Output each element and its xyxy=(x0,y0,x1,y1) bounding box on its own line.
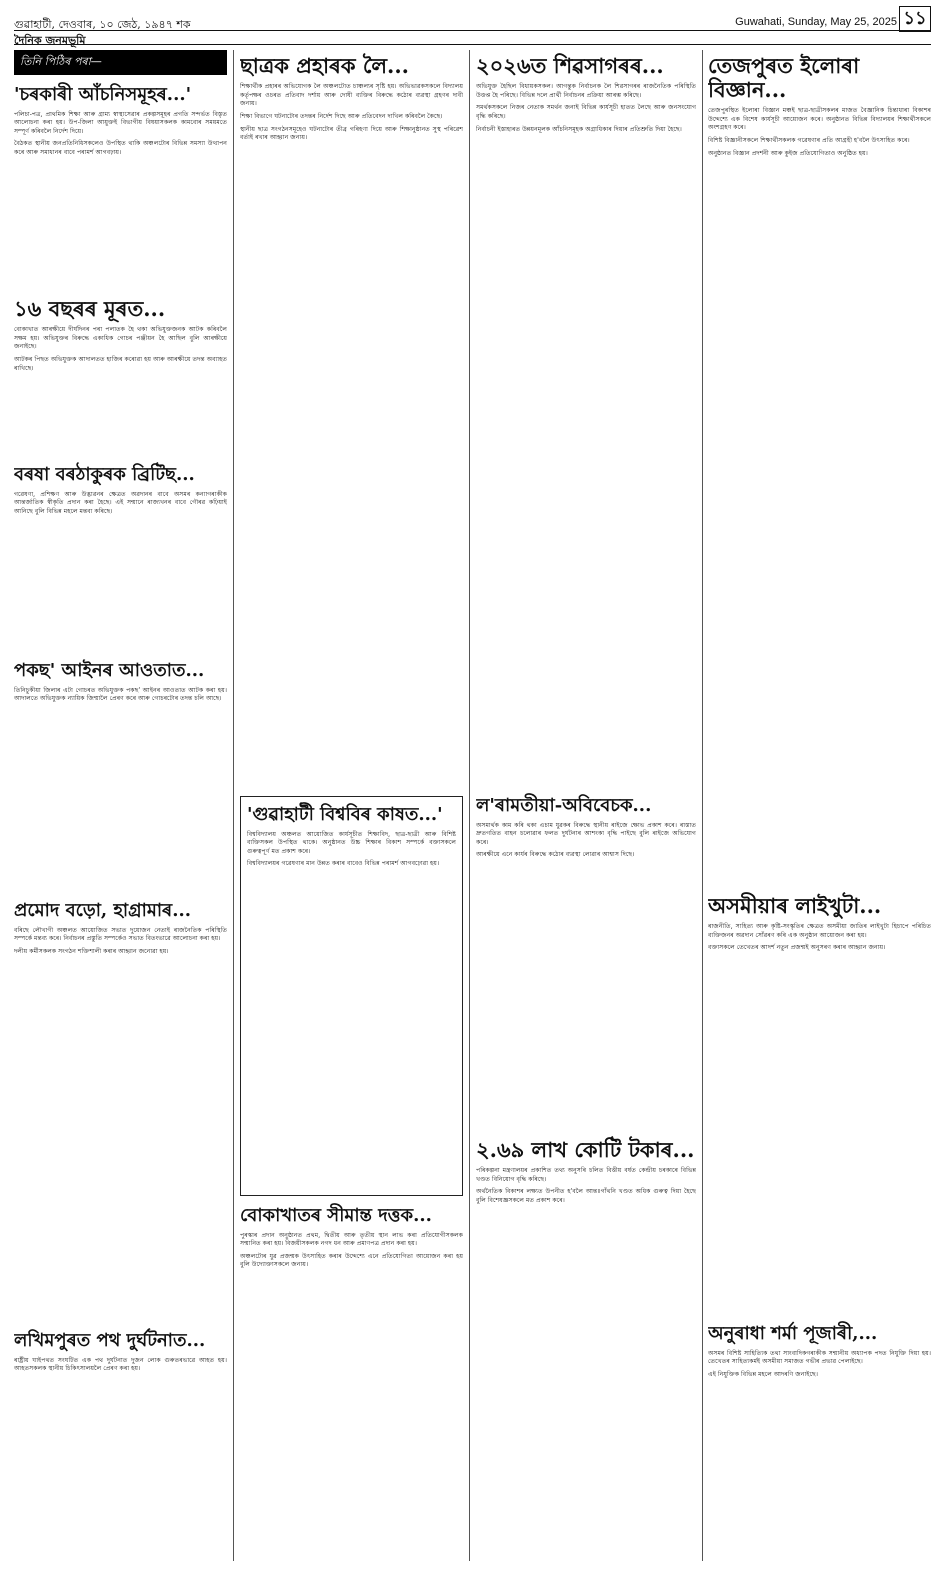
article-paragraph: স্থানীয় ছাত্ৰ সংগঠনসমূহেও ঘটনাটোৰ তীব্ৰ গৰিহণা দিয়ে আৰু শিক্ষানুষ্ঠানত সুস্থ পৰিৱেশ বৰ্তাই ৰখাৰ আহ্বান জনায়। xyxy=(240,125,463,142)
article-paragraph: অভিযুক্ত হৈছিল বিধায়কসকল। আগন্তুক নিৰ্বাচনক লৈ শিৱসাগৰৰ ৰাজনৈতিক পৰিস্থিতি উত্তপ্ত হৈ পৰিছে। বিভিন্ন দলে প্ৰাৰ্থী নিৰ্বাচনৰ প্ৰক্ৰিয়া আৰম্ভ কৰিছে। xyxy=(476,83,696,99)
article-paragraph: পুৰস্কাৰ প্ৰদান অনুষ্ঠানত প্ৰথম, দ্বিতীয় আৰু তৃতীয় স্থান লাভ কৰা প্ৰতিযোগীসকলক সন্মানিত কৰা হয়। বিজয়ীসকলক নগদ ধন আৰু প্ৰমাণপত্ৰ প্ৰদান কৰা হয়। xyxy=(240,1231,463,1248)
article-headline[interactable]: অনুৰাধা শৰ্মা পূজাৰী,... xyxy=(708,1323,878,1344)
column-divider xyxy=(702,50,703,1561)
article-paragraph: সমৰ্থকসকলে নিজৰ নেতাক সমৰ্থন জনাই বিভিন্ন কাৰ্যসূচী হাতত লৈছে আৰু জনসংযোগ বৃদ্ধি কৰিছে। xyxy=(476,104,696,120)
page-number: ১১ xyxy=(899,6,931,32)
article-paragraph: আটকৰ পিছত অভিযুক্তক আদালতত হাজিৰ কৰোৱা হয় আৰু আৰক্ষীয়ে তদন্ত অব্যাহত ৰাখিছে। xyxy=(14,355,227,372)
paper-name: দৈনিক জনমভূমি xyxy=(14,34,86,47)
article-paragraph: বক্তাসকলে তেখেতৰ আদৰ্শ নতুন প্ৰজন্মই অনুসৰণ কৰাৰ আহ্বান জনায়। xyxy=(708,944,886,952)
article-paragraph: নিৰ্বাচনী ইস্তাহাৰত উন্নয়নমূলক আঁচনিসমূহক অগ্ৰাধিকাৰ দিয়াৰ প্ৰতিশ্ৰুতি দিয়া হৈছে। xyxy=(476,125,682,133)
article xyxy=(240,1202,463,1274)
article-paragraph: দলীয় কৰ্মীসকলক সংগঠন শক্তিশালী কৰাৰ আহ্বান জনোৱা হয়। xyxy=(14,947,169,955)
section-tag: তিনি পিঠিৰ পৰা— xyxy=(14,50,227,75)
column-2 xyxy=(240,50,463,1561)
article xyxy=(708,1320,931,1383)
column-1 xyxy=(14,50,227,1561)
article-headline[interactable]: অসমীয়াৰ লাইখুটা... xyxy=(708,893,882,918)
article-paragraph: পলিচা-পত্ৰ, প্ৰাথমিক শিক্ষা আৰু গ্ৰাম্য স্বাস্থ্যসেৱাৰ প্ৰকল্পসমূহৰ প্ৰগতি সন্দৰ্ভত বিস্তৃত আলোচনা কৰা হয়। উপ-জিলা আয়ুক্তই বিভাগীয় বিষয়াসকলক কামবোৰ সময়মতে সম্পূৰ্ণ কৰিবলৈ নিৰ্দেশ দিয়ে। xyxy=(14,110,227,135)
article-paragraph: গৱেষণা, প্ৰশিক্ষণ আৰু উদ্ভাৱনৰ ক্ষেত্ৰত অৱদানৰ বাবে অসমৰ কন্যাগৰাকীক আন্তৰ্জাতিক স্বীকৃতি প্ৰদান কৰা হৈছে। এই সন্মানে ৰাজ্যখনৰ বাবে গৌৰৱ কঢ়িয়াই আনিছে বুলি বিভিন্ন মহলে মন্তব্য কৰিছে। xyxy=(14,490,227,515)
article xyxy=(708,890,931,1320)
article-paragraph: এই নিযুক্তিক বিভিন্ন মহলে আদৰণি জনাইছে। xyxy=(708,1370,818,1378)
article-headline[interactable]: পকছ' আইনৰ আওতাত... xyxy=(14,660,205,681)
article-paragraph: তেজপুৰস্থিত ইলোৰা বিজ্ঞান মঞ্চই ছাত্ৰ-ছাত্ৰীসকলৰ মাজত বৈজ্ঞানিক চিন্তাধাৰা বিকাশৰ উদ্দেশ্যে এক বিশেষ কাৰ্যসূচী আয়োজন কৰে। অনুষ্ঠানত বিভিন্ন বিদ্যালয়ৰ শিক্ষাৰ্থীসকলে অংশগ্ৰহণ কৰে। xyxy=(708,107,931,132)
header-rule xyxy=(14,44,931,45)
right-dateline: Guwahati, Sunday, May 25, 2025 xyxy=(735,16,897,28)
article-paragraph: বোকাখাত আৰক্ষীয়ে দীৰ্ঘদিনৰ পৰা পলাতক হৈ থকা অভিযুক্তজনক আটক কৰিবলৈ সক্ষম হয়। অভিযুক্তৰ বিৰুদ্ধে একাধিক গোচৰ পঞ্জীয়ন হৈ আছিল বুলি আৰক্ষীয়ে জনাইছে। xyxy=(14,326,227,351)
article xyxy=(14,657,227,897)
article-headline[interactable]: 'চৰকাৰী আঁচনিসমূহৰ...' xyxy=(14,84,192,105)
article-headline[interactable]: তেজপুৰত ইলোৰা বিজ্ঞান... xyxy=(708,53,860,103)
article-paragraph: বিশ্ববিদ্যালয় অঞ্চলত আয়োজিত কাৰ্যসূচীত শিক্ষাবিদ, ছাত্ৰ-ছাত্ৰী আৰু বিশিষ্ট ব্যক্তিসকল উপস্থিত থাকে। অনুষ্ঠানত উচ্চ শিক্ষাৰ বিকাশ সম্পৰ্কে বক্তাসকলে গুৰুত্বপূৰ্ণ মত প্ৰকাশ কৰে। xyxy=(247,830,456,855)
article xyxy=(14,461,227,657)
article-headline[interactable]: বৰষা বৰঠাকুৰক ব্ৰিটিছ... xyxy=(14,464,195,485)
article-paragraph: অসমৰ বিশিষ্ট সাহিত্যিক তথা সাংবাদিকগৰাকীক সন্মানীয় অধ্যাপক পদত নিযুক্তি দিয়া হয়। তেখেতৰ সাহিত্যকৰ্মই অসমীয়া সমাজত গভীৰ প্ৰভাৱ পেলাইছে। xyxy=(708,1349,931,1366)
article-headline[interactable]: লখিমপুৰত পথ দুৰ্ঘটনাত... xyxy=(14,1330,206,1351)
article xyxy=(476,50,696,792)
article-paragraph: বৈঠকত স্থানীয় জনপ্ৰতিনিধিসকলেও উপস্থিত থাকি অঞ্চলটোৰ বিভিন্ন সমস্যা উত্থাপন কৰে আৰু সমাধানৰ বাবে পৰামৰ্শ আগবঢ়ায়। xyxy=(14,140,227,157)
article-paragraph: পৰিকল্পনা মন্ত্ৰণালয়ৰ প্ৰকাশিত তথ্য অনুসৰি চলিত বিত্তীয় বৰ্ষত কেন্দ্ৰীয় চৰকাৰে বিভিন্ন খণ্ডত বিনিয়োগ বৃদ্ধি কৰিছে। xyxy=(476,1167,696,1183)
article-paragraph: ৰাষ্ট্ৰীয় ঘাইপথত সংঘটিত এক পথ দুৰ্ঘটনাত দুজন লোক গুৰুতৰভাৱে আহত হয়। আহতসকলক স্থানীয় চিকিৎসালয়লৈ প্ৰেৰণ কৰা হয়। xyxy=(14,1356,227,1373)
article-paragraph: আৰক্ষীয়ে এনে কাৰ্যৰ বিৰুদ্ধে কঠোৰ ব্যৱস্থা লোৱাৰ আশ্বাস দিছে। xyxy=(476,851,635,859)
article xyxy=(476,1134,696,1210)
article-paragraph: অঞ্চলটোৰ যুৱ প্ৰজন্মক উৎসাহিত কৰাৰ উদ্দেশ্যে এনে প্ৰতিযোগিতা আয়োজন কৰা হয় বুলি উদ্যোক্তাসকলে জনায়। xyxy=(240,1252,463,1269)
article-headline[interactable]: ২.৬৯ লাখ কোটি টকাৰ... xyxy=(476,1137,695,1162)
article-headline[interactable]: ছাত্ৰক প্ৰহাৰক লৈ... xyxy=(240,53,409,78)
article-headline[interactable]: 'গুৱাহাটী বিশ্ববিৰ কাষত...' xyxy=(247,804,443,825)
article-paragraph: বিশ্ববিদ্যালয়ৰ গৱেষণাৰ মান উন্নত কৰাৰ বাবেও বিভিন্ন পৰামৰ্শ আগবঢ়োৱা হয়। xyxy=(247,860,440,868)
article-paragraph: অসমাৰ্থক কাম কৰি থকা এচাম যুৱকৰ বিৰুদ্ধে স্থানীয় ৰাইজে ক্ষোভ প্ৰকাশ কৰে। ৰাস্তাত দ্ৰুতগতিত বাহন চলোৱাৰ ফলত দুৰ্ঘটনাৰ আশংকা বৃদ্ধি পাইছে বুলি ৰাইজে অভিযোগ কৰে। xyxy=(476,821,696,846)
article-headline[interactable]: ২০২৬ত শিৱসাগৰৰ... xyxy=(476,53,664,78)
article xyxy=(14,897,227,1327)
article-paragraph: বৰিছে লৌখাগী অঞ্চলত আয়োজিত সভাত দুয়োজন নেতাই ৰাজনৈতিক পৰিস্থিতি সম্পৰ্কে মন্তব্য কৰে। নিৰ্বাচনৰ প্ৰস্তুতি সম্পৰ্কেও সভাত বিতংভাৱে আলোচনা কৰা হয়। xyxy=(14,926,227,943)
article-paragraph: বিশিষ্ট বিজ্ঞানীসকলে শিক্ষাৰ্থীসকলক গৱেষণাৰ প্ৰতি আগ্ৰহী হ'বলৈ উৎসাহিত কৰে। xyxy=(708,137,910,145)
article-headline[interactable]: ১৬ বছৰৰ মূৰত... xyxy=(14,296,166,321)
article-paragraph: শিক্ষাৰ্থীক প্ৰহাৰৰ অভিযোগক লৈ অঞ্চলটোত চাঞ্চল্যৰ সৃষ্টি হয়। অভিভাৱকসকলে বিদ্যালয় কৰ্তৃপক্ষৰ ওচৰত প্ৰতিবাদ দৰ্শায় আৰু দোষী ব্যক্তিৰ বিৰুদ্ধে কঠোৰ ব্যৱস্থা গ্ৰহণৰ দাবী জনায়। xyxy=(240,83,463,108)
column-divider xyxy=(233,50,234,1561)
article xyxy=(14,1327,227,1378)
boxed-article xyxy=(240,796,463,1196)
article xyxy=(240,50,463,790)
article xyxy=(14,293,227,461)
article-paragraph: অনুষ্ঠানত বিজ্ঞান প্ৰদৰ্শনী আৰু কুইজ প্ৰতিযোগিতাও অনুষ্ঠিত হয়। xyxy=(708,149,868,157)
article-paragraph: শিক্ষা বিভাগে ঘটনাটোৰ তদন্তৰ নিৰ্দেশ দিছে আৰু প্ৰতিবেদন দাখিল কৰিবলৈ কৈছে। xyxy=(240,112,443,120)
column-3 xyxy=(476,50,696,1561)
article-paragraph: তিনিচুকীয়া জিলাৰ এটা গোচৰত অভিযুক্তক পকছ' আইনৰ আওতাত আটক কৰা হয়। আদালতে অভিযুক্তক ন্যায়িক জিম্মালৈ প্ৰেৰণ কৰে আৰু গোচৰটোৰ তদন্ত চলি আছে। xyxy=(14,686,227,703)
article xyxy=(14,81,227,293)
left-dateline: গুৱাহাটী, দেওবাৰ, ১০ জেঠ, ১৯৪৭ শক xyxy=(14,18,191,31)
article xyxy=(476,792,696,1134)
column-4 xyxy=(708,50,931,1561)
article-headline[interactable]: বোকাখাতৰ সীমান্ত দত্তক... xyxy=(240,1205,432,1226)
article-paragraph: অৰ্থনৈতিক বিকাশৰ লক্ষ্যত উপনীত হ'বলৈ আন্তঃগাঁথনি খণ্ডত অধিক গুৰুত্ব দিয়া হৈছে বুলি বিশেষজ্ঞসকলে মত প্ৰকাশ কৰে। xyxy=(476,1188,696,1204)
article-paragraph: ৰাজনীতি, সাহিত্য আৰু কৃষ্টি-সংস্কৃতিৰ ক্ষেত্ৰত অসমীয়া জাতিৰ লাইখুটা হিচাপে পৰিচিত ব্যক্তিজনৰ অৱদান সোঁৱৰণ কৰি এক অনুষ্ঠান আয়োজন কৰা হয়। xyxy=(708,923,931,939)
masthead xyxy=(14,6,931,46)
top-rule xyxy=(14,30,931,31)
article-headline[interactable]: প্ৰমোদ বড়ো, হাগ্ৰামাৰ... xyxy=(14,900,191,921)
article xyxy=(708,50,931,890)
article-headline[interactable]: ল'ৰামতীয়া-অবিবেচক... xyxy=(476,795,652,816)
column-divider xyxy=(469,50,470,1561)
